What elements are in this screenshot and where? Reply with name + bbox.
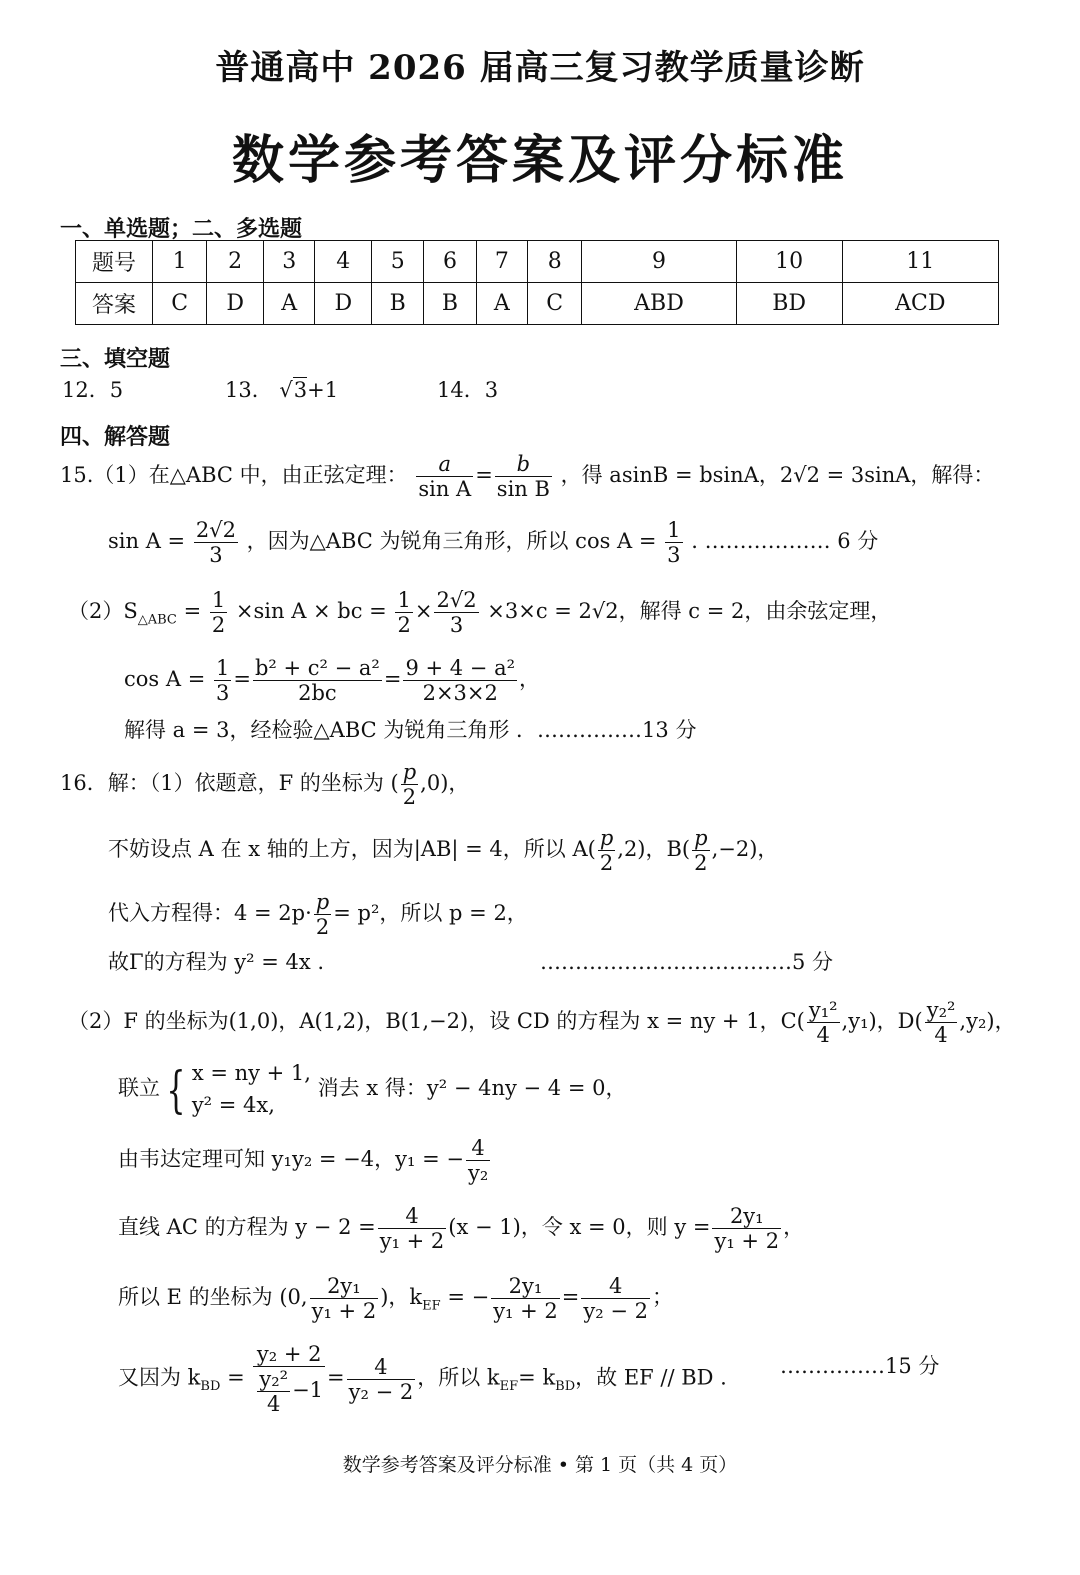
numerator: a xyxy=(438,452,452,476)
denominator: 2 xyxy=(402,785,417,810)
table-cell: 4 xyxy=(315,241,372,283)
fill-answer-13: 13． √3+1 xyxy=(225,378,339,402)
denominator: 2bc xyxy=(298,681,337,706)
text: ,0)， xyxy=(420,771,470,796)
q15-line-1: 15.（1）在△ABC 中，由正弦定理： $\frac{a}{\text{sin A}}$ = $\frac{b}{\text{sin B}}$ ，得 asinB = bsinA，2√2 = 3sinA，解得： xyxy=(60,452,995,502)
table-cell: C xyxy=(153,283,207,325)
text: ×sin A × bc = xyxy=(235,599,387,624)
text: = k xyxy=(518,1365,556,1390)
fraction xyxy=(210,588,227,637)
text: = p²，所以 p = 2， xyxy=(333,901,528,926)
numerator: y₂² xyxy=(926,998,956,1022)
denominator: y₂ − 2 xyxy=(583,1299,648,1324)
table-cell: D xyxy=(207,283,264,325)
numerator: 2y₁ xyxy=(310,1274,379,1299)
table-cell: B xyxy=(424,283,476,325)
table-cell: 6 xyxy=(424,241,476,283)
denominator: y₁ + 2 xyxy=(379,1229,445,1254)
equation: x = ny + 1, xyxy=(191,1061,311,1085)
text: ，所以 k xyxy=(417,1365,500,1390)
fill-answer-14: 14．3 xyxy=(437,378,499,402)
fraction xyxy=(807,998,840,1047)
numerator: 4 xyxy=(466,1136,490,1161)
denominator: 2×3×2 xyxy=(422,681,498,706)
table-row-answers xyxy=(76,283,999,325)
equation-system xyxy=(192,1058,311,1121)
fraction xyxy=(378,1204,447,1253)
text: ； xyxy=(651,1285,673,1310)
table-cell: B xyxy=(372,283,424,325)
text: ,−2)， xyxy=(711,837,779,862)
numerator: 1 xyxy=(215,656,230,680)
q16-line-6 xyxy=(118,1058,626,1121)
table-cell: A xyxy=(476,283,527,325)
q16-line-9 xyxy=(118,1274,673,1323)
fraction xyxy=(194,518,238,567)
numerator: 4 xyxy=(581,1274,650,1299)
numerator: b² + c² − a² xyxy=(254,656,380,680)
fraction xyxy=(401,760,418,809)
numerator: 1 xyxy=(397,588,411,612)
table-cell: A xyxy=(264,283,315,325)
fill-answer-13-label: 13． xyxy=(225,378,273,402)
text: ,y₁)，D( xyxy=(841,1009,923,1034)
denominator: y₁ + 2 xyxy=(493,1299,558,1324)
text: −1 xyxy=(292,1378,324,1403)
radicand: 3 xyxy=(293,378,308,402)
denominator: y₁ + 2 xyxy=(714,1229,780,1254)
numerator: 2√2 xyxy=(195,518,236,542)
denominator: sin A xyxy=(418,477,472,502)
numerator: 9 + 4 − a² xyxy=(405,656,516,680)
text: ，得 asinB = bsinA，2√2 = 3sinA，解得： xyxy=(560,463,995,488)
table-row-numbers xyxy=(76,241,999,283)
numerator: 2y₁ xyxy=(491,1274,560,1299)
denominator: 3 xyxy=(667,543,681,568)
document-title: 数学参考答案及评分标准 xyxy=(231,130,848,191)
table-cell: 11 xyxy=(842,241,998,283)
subscript: EF xyxy=(422,1298,441,1314)
text: ×3×c = 2√2，解得 c = 2，由余弦定理， xyxy=(487,599,892,624)
exam-title: 普通高中 2026 届高三复习教学质量诊断 xyxy=(215,48,865,88)
q16-line-8 xyxy=(118,1204,804,1253)
denominator: 4 xyxy=(267,1392,281,1417)
subscript: BD xyxy=(555,1378,576,1394)
text: 又因为 k xyxy=(118,1365,201,1390)
numerator: 1 xyxy=(211,588,226,612)
text: = xyxy=(227,1365,245,1390)
fraction xyxy=(712,1204,781,1253)
denominator: y₁ + 2 xyxy=(311,1299,377,1324)
fraction xyxy=(434,588,478,637)
q16-score-15: ……………15 分 xyxy=(780,1354,940,1378)
table-cell: 9 xyxy=(582,241,736,283)
table-cell: C xyxy=(528,283,582,325)
numerator: 4 xyxy=(378,1204,447,1229)
page-footer: 数学参考答案及评分标准 • 第 1 页（共 4 页） xyxy=(342,1454,738,1476)
q15-line-3: $(2)S_{\triangle ABC}$ = $\frac{1}{2}$ ×sin A × bc = $\frac{1}{2}$ × $\frac{2√2}{3}$ ×3×c = 2√2，解得 c = 2，由余弦定理， xyxy=(68,588,892,638)
q16-line-4: 故Γ的方程为 y² = 4x . xyxy=(108,950,325,974)
text: ， xyxy=(783,1215,805,1240)
fraction xyxy=(581,1274,650,1323)
row-label-answer: 答案 xyxy=(76,283,153,325)
table-cell: 1 xyxy=(153,241,207,283)
numerator: 4 xyxy=(347,1355,416,1380)
text: 不妨设点 A 在 x 轴的上方，因为|AB| = 4，所以 A( xyxy=(108,837,596,862)
text: （2）S xyxy=(68,599,138,624)
denominator: sin B xyxy=(496,477,550,502)
subscript: EF xyxy=(499,1378,519,1394)
text: )，k xyxy=(380,1285,423,1310)
fraction xyxy=(925,998,958,1047)
denominator: 2 xyxy=(694,851,708,876)
text: 消去 x 得：y² − 4ny − 4 = 0， xyxy=(317,1076,627,1100)
fraction xyxy=(253,656,382,705)
numerator: p xyxy=(315,890,330,914)
q15-line-4: cos A = $\frac{1}{3}$ = $\frac{\text{b² + c² − a²}}{2bc}$ = $\frac{\text{9 + 4 − a²}}{2\times 3\times 2}$ ， xyxy=(124,656,541,706)
denominator: 2 xyxy=(599,851,614,876)
numerator: b xyxy=(516,452,531,476)
fraction xyxy=(257,1367,290,1416)
q16-line-5 xyxy=(68,998,1016,1047)
table-cell: D xyxy=(315,283,372,325)
numerator: y₂² xyxy=(259,1367,289,1392)
table-cell: 5 xyxy=(372,241,424,283)
numerator: 2√2 xyxy=(436,588,477,612)
section-fill-heading: 三、填空题 xyxy=(60,346,171,372)
text: 16．解：（1）依题意，F 的坐标为 ( xyxy=(60,771,399,796)
q16-line-1 xyxy=(60,760,469,809)
q16-line-2 xyxy=(108,826,778,875)
text: 所以 E 的坐标为 (0, xyxy=(118,1285,308,1310)
numerator: p xyxy=(402,760,417,784)
denominator: 4 xyxy=(934,1023,948,1048)
fraction xyxy=(466,1136,490,1185)
text: 15.（1）在△ABC 中，由正弦定理： xyxy=(60,463,408,488)
denominator: y₂ xyxy=(467,1161,489,1186)
text: （2）F 的坐标为(1,0)，A(1,2)，B(1,−2)，设 CD 的方程为 x = ny + 1，C( xyxy=(68,1009,805,1034)
subscript: △ABC xyxy=(137,612,177,628)
denominator xyxy=(253,1367,325,1416)
numerator: p xyxy=(599,826,614,850)
fraction xyxy=(310,1274,379,1323)
equation: y² = 4x, xyxy=(191,1092,275,1117)
text: ，故 EF // BD . xyxy=(575,1365,727,1390)
q16-line-3 xyxy=(108,890,528,939)
text: 由韦达定理可知 y₁y₂ = −4，y₁ = − xyxy=(118,1147,464,1172)
q15-line-2 xyxy=(108,518,878,567)
table-cell: 8 xyxy=(528,241,582,283)
fraction xyxy=(416,452,473,501)
left-brace-icon: { xyxy=(166,1060,186,1119)
fraction xyxy=(692,826,709,875)
text: ，因为△ABC 为锐角三角形，所以 cos A = xyxy=(246,529,657,554)
denominator: 2 xyxy=(211,613,226,638)
denominator: 2 xyxy=(315,915,330,940)
numerator: p xyxy=(694,826,708,850)
fraction xyxy=(598,826,615,875)
section-solution-heading: 四、解答题 xyxy=(60,424,171,450)
section-choice-heading: 一、单选题；二、多选题 xyxy=(60,216,303,242)
fill-answer-12: 12．5 xyxy=(62,378,124,402)
denominator: y₂ − 2 xyxy=(348,1379,414,1404)
table-cell: ACD xyxy=(842,283,998,325)
score-text: . ……………… 6 分 xyxy=(691,529,879,554)
table-cell: 7 xyxy=(476,241,527,283)
fraction xyxy=(395,588,412,637)
q16-score-5: ………………………………5 分 xyxy=(540,950,834,974)
numerator: 2y₁ xyxy=(712,1204,781,1229)
fraction xyxy=(314,890,331,939)
answer-table xyxy=(75,240,999,325)
denominator: 2 xyxy=(397,613,411,638)
numerator: 1 xyxy=(667,518,681,542)
text: = − xyxy=(447,1285,490,1310)
text: ,2)，B( xyxy=(617,837,691,862)
fraction xyxy=(253,1342,325,1416)
row-label-number: 题号 xyxy=(76,241,153,283)
table-cell: ABD xyxy=(582,283,736,325)
fraction xyxy=(347,1355,416,1404)
subscript: BD xyxy=(200,1378,221,1394)
q16-line-10: 又因为 $k_{BD}$ = y₂ + 2 $\frac{\text{y₂²}}{4}$ −1 = $\frac{4}{\text{y₂ − 2}}$ ，所以 $k_{EF}= k_{BD}$，故 EF // BD . xyxy=(118,1342,727,1417)
denominator: 3 xyxy=(209,543,223,568)
fraction xyxy=(403,656,517,705)
fraction xyxy=(665,518,682,567)
text: (x − 1)，令 x = 0，则 y = xyxy=(448,1215,711,1240)
text: = xyxy=(561,1285,580,1310)
table-cell: 2 xyxy=(207,241,264,283)
denominator: 3 xyxy=(449,613,464,638)
q15-line-5: 解得 a = 3，经检验△ABC 为锐角三角形 ．……………13 分 xyxy=(124,718,697,742)
text: ,y₂)， xyxy=(959,1009,1016,1034)
text: 直线 AC 的方程为 y − 2 = xyxy=(118,1215,376,1240)
text: cos A = xyxy=(124,667,206,692)
table-cell: 3 xyxy=(264,241,315,283)
numerator: y₂ + 2 xyxy=(253,1342,325,1367)
table-cell: BD xyxy=(736,283,842,325)
numerator: y₁² xyxy=(808,998,838,1022)
q16-line-7 xyxy=(118,1136,492,1185)
fraction xyxy=(214,656,231,705)
text: 联立 xyxy=(118,1076,160,1100)
denominator: 4 xyxy=(816,1023,830,1048)
text: 代入方程得：4 = 2p· xyxy=(108,901,312,926)
fill-answer-13-tail: +1 xyxy=(307,378,339,402)
fraction xyxy=(495,452,552,501)
table-cell: 10 xyxy=(736,241,842,283)
denominator: 3 xyxy=(215,681,230,706)
fraction xyxy=(491,1274,560,1323)
text: sin A = xyxy=(108,529,186,554)
